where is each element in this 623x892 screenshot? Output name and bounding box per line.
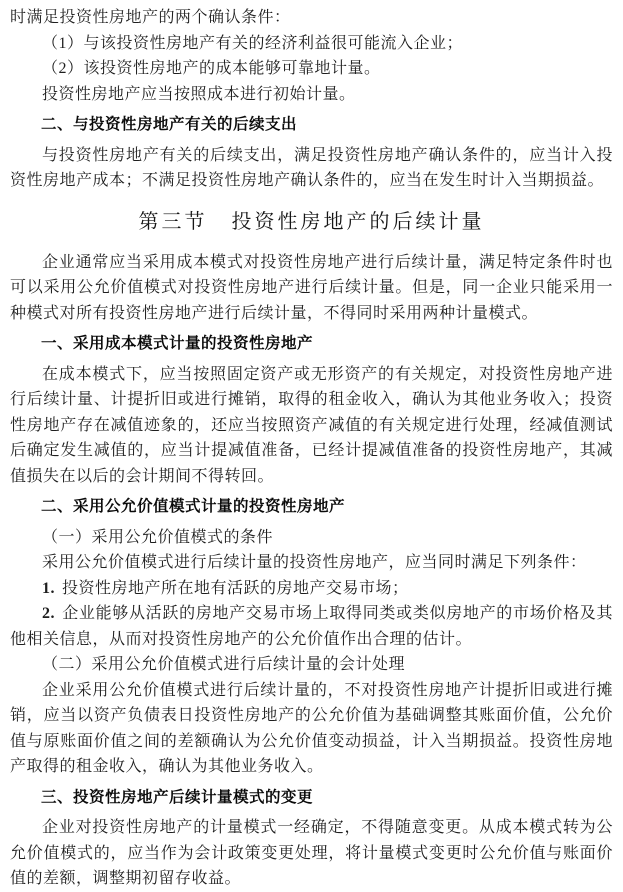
recognition-condition-item-2: （2）该投资性房地产的成本能够可靠地计量。 <box>42 60 381 77</box>
heading-model-change: 三、投资性房地产后续计量模式的变更 <box>41 788 314 806</box>
condition-2-number: 2. <box>42 605 55 622</box>
condition-2-text: 企业能够从活跃的房地产交易市场上取得同类或类似房地产的市场价格及其他相关信息，从而对投资性房地产的公允价值作出合理的估计。 <box>10 605 613 648</box>
paragraph-fair-value-accounting: 企业采用公允价值模式进行后续计量的，不对投资性房地产计提折旧或进行摊销，应当以资产负债表日投资性房地产的公允价值为基础调整其账面价值，公允价值与原账面价值之间的差额确认为公允价值变动损益，计入当期损益。投资性房地产取得的租金收入，确认为其他业务收入。 <box>10 681 613 775</box>
heading-fair-value-model: 二、采用公允价值模式计量的投资性房地产 <box>41 498 346 515</box>
fair-value-conditions-lead: 采用公允价值模式进行后续计量的投资性房地产，应当同时满足下列条件： <box>42 554 587 571</box>
fair-value-condition-item-2 <box>10 601 613 652</box>
condition-1-number: 1. <box>42 579 55 597</box>
fair-value-condition-item-1 <box>10 576 613 602</box>
section-number: 第三节 <box>138 210 208 233</box>
section-title <box>10 206 613 238</box>
section-title-text: 投资性房地产的后续计量 <box>231 210 485 233</box>
subheading-fair-value-accounting: （二）采用公允价值模式进行后续计量的会计处理 <box>42 656 406 673</box>
paragraph-cost-model: 在成本模式下，应当按照固定资产或无形资产的有关规定，对投资性房地产进行后续计量、计提折旧或进行摊销，取得的租金收入，确认为其他业务收入；投资性房地产存在减值迹象的，还应当按照资产减值的有关规定进行处理，经减值测试后确定发生减值的，应当计提减值准备，已经计提减值准备的投资性房地产，其减值损失在以后的会计期间不得转回。 <box>10 365 613 485</box>
initial-measurement-line: 投资性房地产应当按照成本进行初始计量。 <box>42 85 356 103</box>
condition-1-text: 投资性房地产所在地有活跃的房地产交易市场； <box>62 579 409 597</box>
subheading-fair-value-conditions: （一）采用公允价值模式的条件 <box>42 528 274 546</box>
continuation-line: 时满足投资性房地产的两个确认条件： <box>10 9 291 26</box>
paragraph-measurement-overview: 企业通常应当采用成本模式对投资性房地产进行后续计量，满足特定条件时也可以采用公允价值模式对投资性房地产进行后续计量。但是，同一企业只能采用一种模式对所有投资性房地产进行后续计量，不得同时采用两种计量模式。 <box>10 253 613 322</box>
heading-cost-model: 一、采用成本模式计量的投资性房地产 <box>41 335 314 352</box>
paragraph-subsequent-expenditure: 与投资性房地产有关的后续支出，满足投资性房地产确认条件的，应当计入投资性房地产成本；不满足投资性房地产确认条件的，应当在发生时计入当期损益。 <box>10 146 613 189</box>
recognition-condition-item-1: （1）与该投资性房地产有关的经济利益很可能流入企业； <box>42 34 464 52</box>
heading-subsequent-expenditure: 二、与投资性房地产有关的后续支出 <box>41 116 298 133</box>
paragraph-model-change: 企业对投资性房地产的计量模式一经确定，不得随意变更。从成本模式转为公允价值模式的，应当作为会计政策变更处理，将计量模式变更时公允价值与账面价值的差额，调整期初留存收益。 <box>10 819 613 887</box>
